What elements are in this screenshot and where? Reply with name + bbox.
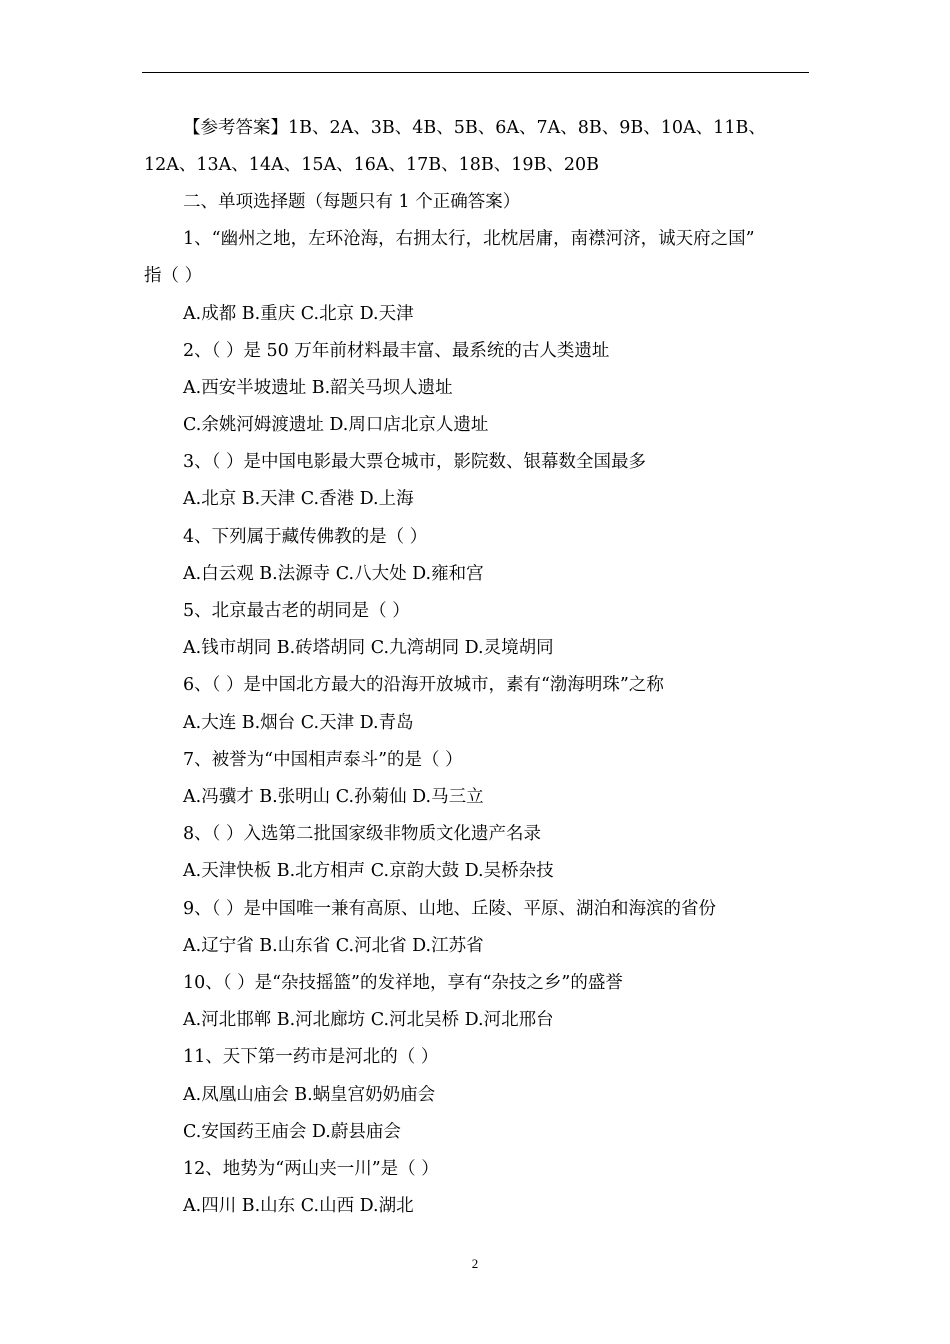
section-heading: 二、单项选择题（每题只有 1 个正确答案） — [183, 192, 521, 212]
question-5-options: A.钱市胡同 B.砖塔胡同 C.九湾胡同 D.灵境胡同 — [183, 638, 554, 658]
answer-key-line-2: 12A、13A、14A、15A、16A、17B、18B、19B、20B — [144, 155, 600, 175]
question-3-options: A.北京 B.天津 C.香港 D.上海 — [183, 489, 414, 509]
question-11-options-1: A.凤凰山庙会 B.蜗皇宫奶奶庙会 — [183, 1085, 436, 1105]
question-11-stem: 11、天下第一药市是河北的（ ） — [183, 1047, 439, 1067]
header-rule — [142, 72, 809, 73]
question-5-stem: 5、北京最古老的胡同是（ ） — [183, 601, 410, 621]
question-2-options-2: C.余姚河姆渡遗址 D.周口店北京人遗址 — [183, 415, 489, 435]
question-1-stem: 1、“幽州之地，左环沧海，右拥太行，北枕居庸，南襟河济，诚天府之国” — [183, 229, 755, 249]
question-7-options: A.冯骥才 B.张明山 C.孙菊仙 D.马三立 — [183, 787, 484, 807]
answer-key-line-1: 【参考答案】1B、2A、3B、4B、5B、6A、7A、8B、9B、10A、11B、 — [183, 118, 766, 138]
question-9-stem: 9、（ ）是中国唯一兼有高原、山地、丘陵、平原、湖泊和海滨的省份 — [183, 899, 716, 919]
question-1-options: A.成都 B.重庆 C.北京 D.天津 — [183, 304, 414, 324]
question-2-options-1: A.西安半坡遗址 B.韶关马坝人遗址 — [183, 378, 453, 398]
question-8-stem: 8、（ ）入选第二批国家级非物质文化遗产名录 — [183, 824, 541, 844]
question-7-stem: 7、被誉为“中国相声泰斗”的是（ ） — [183, 750, 463, 770]
question-4-stem: 4、下列属于藏传佛教的是（ ） — [183, 527, 428, 547]
question-1-stem-cont: 指（ ） — [144, 266, 203, 286]
question-12-options: A.四川 B.山东 C.山西 D.湖北 — [183, 1196, 414, 1216]
question-6-stem: 6、（ ）是中国北方最大的沿海开放城市，素有“渤海明珠”之称 — [183, 675, 664, 695]
question-8-options: A.天津快板 B.北方相声 C.京韵大鼓 D.吴桥杂技 — [183, 861, 554, 881]
page-number: 2 — [471, 1256, 479, 1271]
question-6-options: A.大连 B.烟台 C.天津 D.青岛 — [183, 713, 414, 733]
question-3-stem: 3、（ ）是中国电影最大票仓城市，影院数、银幕数全国最多 — [183, 452, 646, 472]
question-4-options: A.白云观 B.法源寺 C.八大处 D.雍和宫 — [183, 564, 484, 584]
question-2-stem: 2、（ ）是 50 万年前材料最丰富、最系统的古人类遗址 — [183, 341, 610, 361]
question-11-options-2: C.安国药王庙会 D.蔚县庙会 — [183, 1122, 401, 1142]
question-10-stem: 10、（ ）是“杂技摇篮”的发祥地，享有“杂技之乡”的盛誉 — [183, 973, 623, 993]
question-12-stem: 12、地势为“两山夹一川”是（ ） — [183, 1159, 439, 1179]
question-10-options: A.河北邯郸 B.河北廊坊 C.河北吴桥 D.河北邢台 — [183, 1010, 554, 1030]
question-9-options: A.辽宁省 B.山东省 C.河北省 D.江苏省 — [183, 936, 484, 956]
